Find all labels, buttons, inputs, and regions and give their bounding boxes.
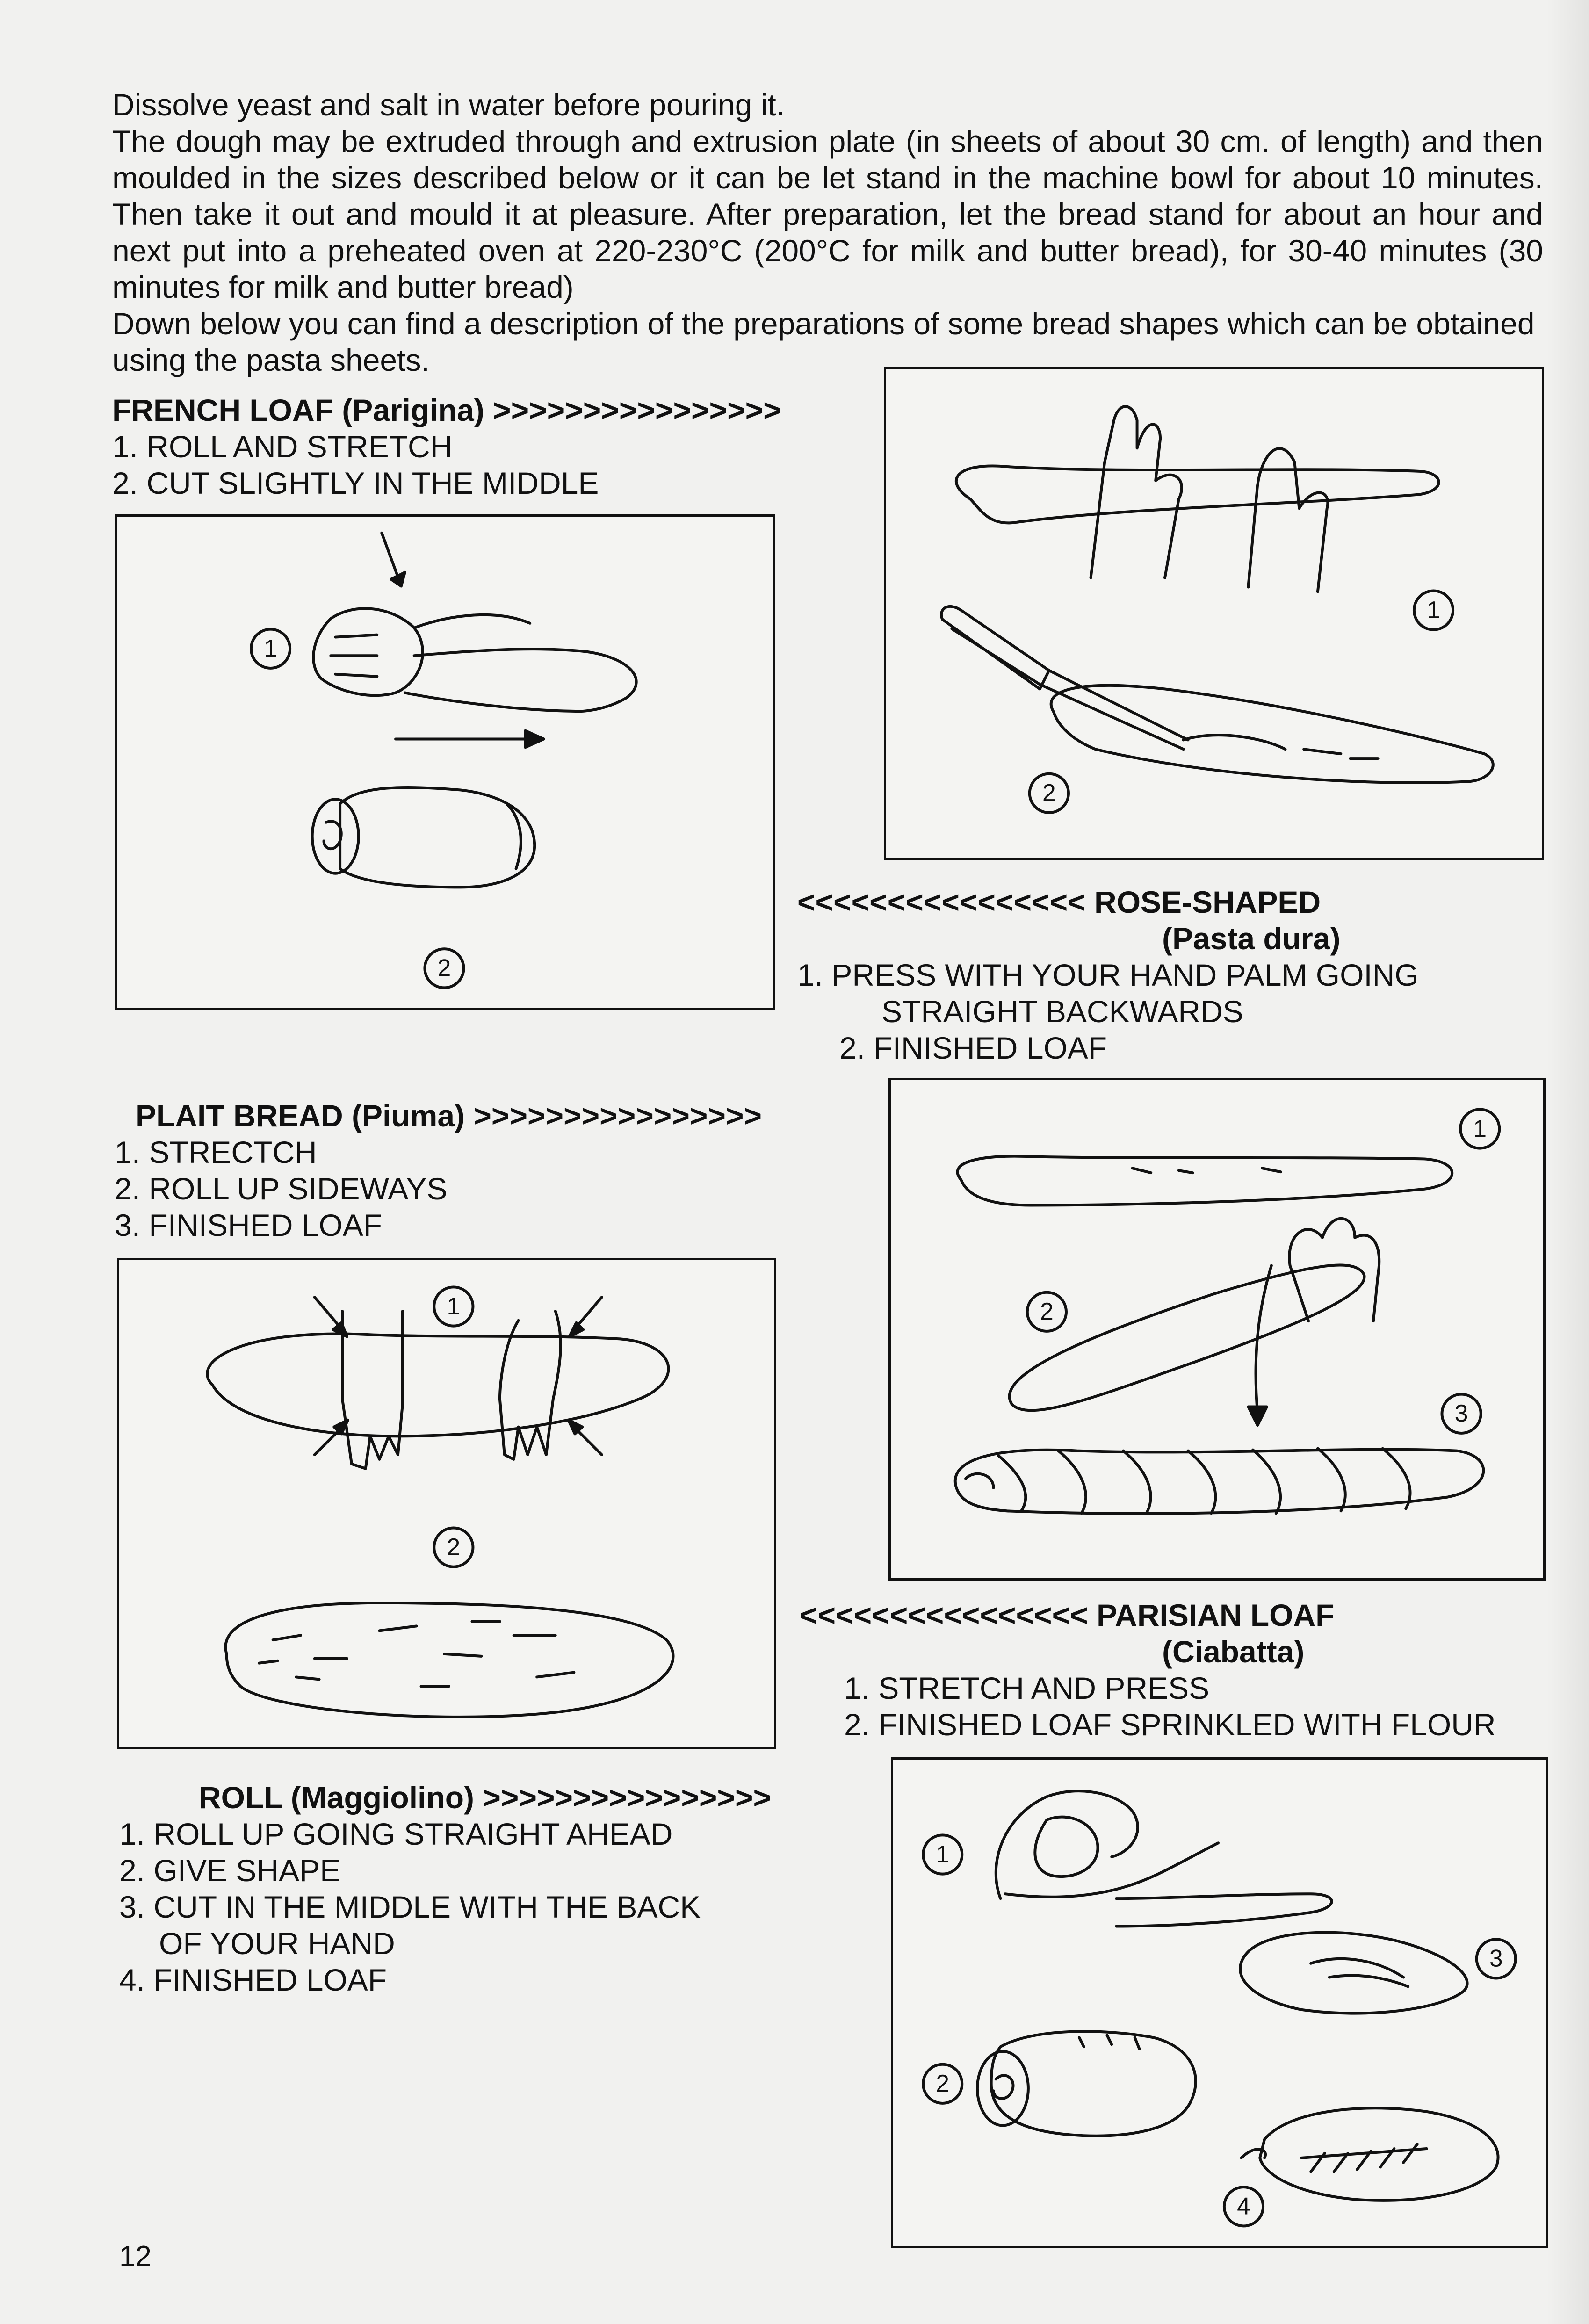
rose-shaped-section (797, 884, 1419, 1066)
intro-line-1: Dissolve yeast and salt in water before pouring it. (112, 87, 785, 122)
roll-section (199, 1779, 771, 1816)
plait-bread-illustration (117, 1258, 776, 1749)
svg-text:3: 3 (1489, 1944, 1503, 1972)
svg-text:2: 2 (1042, 779, 1056, 807)
parisian-loaf-section (800, 1597, 1496, 1743)
roll-steps (119, 1816, 701, 1998)
plait-bread-arrows: >>>>>>>>>>>>>>>> (473, 1098, 762, 1133)
roll-title: ROLL (Maggiolino) (199, 1780, 475, 1815)
parisian-step-2: 2. FINISHED LOAF SPRINKLED WITH FLOUR (844, 1707, 1496, 1742)
page-number: 12 (119, 2240, 152, 2273)
page-edge-shadow (1547, 0, 1589, 2324)
french-loaf-arrows: >>>>>>>>>>>>>>>> (493, 393, 781, 427)
plait-bread-title: PLAIT BREAD (Piuma) (136, 1098, 465, 1133)
parisian-title: PARISIAN LOAF (1097, 1598, 1335, 1632)
roll-step-4: 4. FINISHED LOAF (119, 1963, 387, 1997)
roll-step-3-cont: OF YOUR HAND (159, 1926, 395, 1961)
svg-text:2: 2 (936, 2070, 950, 2097)
french-loaf-illustration (115, 514, 775, 1010)
roll-step-3: 3. CUT IN THE MIDDLE WITH THE BACK (119, 1890, 701, 1924)
french-loaf-section (112, 392, 781, 501)
svg-text:1: 1 (936, 1840, 950, 1868)
rose-loaf-illustration (888, 1078, 1546, 1581)
rose-title: ROSE-SHAPED (1094, 885, 1321, 919)
svg-text:1: 1 (1473, 1114, 1487, 1142)
svg-text:3: 3 (1454, 1400, 1468, 1427)
rose-step-1-cont: STRAIGHT BACKWARDS (881, 994, 1243, 1029)
french-step-1: 1. ROLL AND STRETCH (112, 429, 453, 464)
svg-text:1: 1 (1427, 596, 1440, 623)
roll-step-1: 1. ROLL UP GOING STRAIGHT AHEAD (119, 1817, 673, 1851)
rose-step-2: 2. FINISHED LOAF (839, 1031, 1107, 1065)
plait-step-1: 1. STRECTCH (115, 1135, 317, 1169)
rose-arrows: <<<<<<<<<<<<<<<< (797, 885, 1086, 919)
plait-bread-steps (115, 1134, 448, 1243)
label-2: 2 (437, 954, 451, 982)
french-loaf-title: FRENCH LOAF (Parigina) (112, 393, 484, 427)
intro-text (112, 87, 1543, 378)
french-step-2: 2. CUT SLIGHTLY IN THE MIDDLE (112, 466, 599, 500)
plait-bread-section (136, 1097, 762, 1134)
intro-paragraph-2: The dough may be extruded through and extrusion plate (in sheets of about 30 cm. of length) and then moulded in the sizes described below or it can be let stand in the machine bowl for about 10 minutes. Then take it out and mould it at pleasure. After preparation, let the bread stand for about an hour and next put into a preheated oven at 220-230°C (200°C for milk and butter bread), for 30-40 minutes (30 minutes for milk and butter bread) (112, 124, 1543, 304)
rose-subtitle: (Pasta dura) (1162, 921, 1341, 956)
plait-step-3: 3. FINISHED LOAF (115, 1208, 383, 1242)
parisian-step-1: 1. STRETCH AND PRESS (844, 1671, 1210, 1705)
roll-step-2: 2. GIVE SHAPE (119, 1853, 341, 1888)
svg-text:1: 1 (447, 1292, 461, 1320)
parisian-subtitle: (Ciabatta) (1162, 1634, 1305, 1669)
roll-arrows: >>>>>>>>>>>>>>>> (483, 1780, 772, 1815)
rose-shaped-illustration (884, 367, 1544, 860)
plait-step-2: 2. ROLL UP SIDEWAYS (115, 1171, 448, 1206)
rose-step-1: 1. PRESS WITH YOUR HAND PALM GOING (797, 958, 1419, 992)
svg-text:4: 4 (1237, 2192, 1250, 2220)
svg-text:2: 2 (447, 1533, 461, 1560)
parisian-arrows: <<<<<<<<<<<<<<<< (800, 1598, 1088, 1632)
svg-text:2: 2 (1040, 1298, 1054, 1325)
intro-paragraph-3: Down below you can find a description of the preparations of some bread shapes which can be obtained using the pasta sheets. (112, 306, 1535, 377)
parisian-loaf-illustration (891, 1757, 1548, 2248)
label-1: 1 (264, 635, 277, 662)
